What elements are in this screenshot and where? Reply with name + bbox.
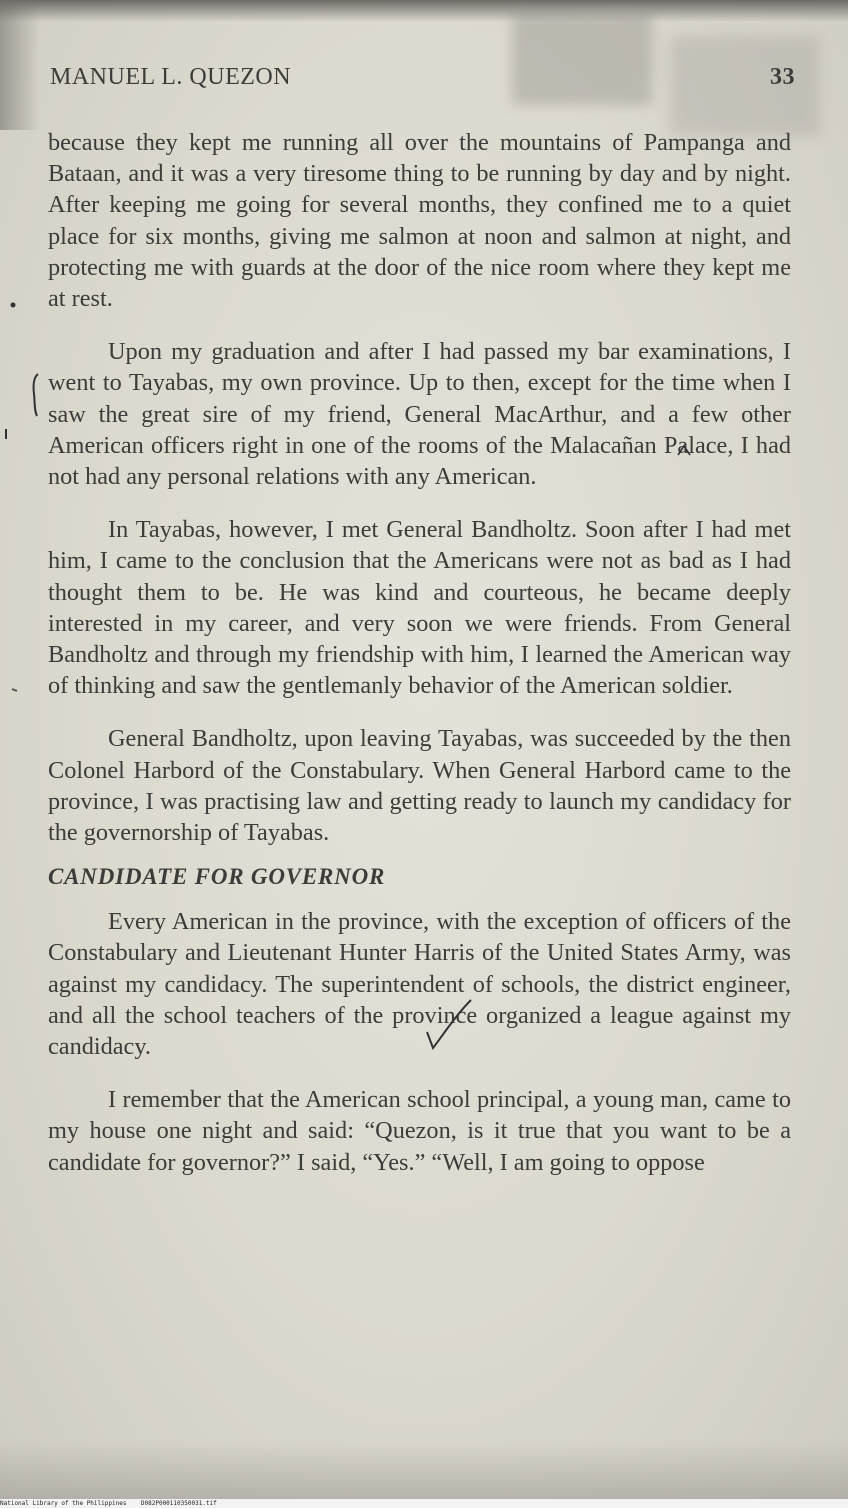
scan-top-shadow xyxy=(0,0,848,22)
scan-smudge xyxy=(512,10,652,105)
section-heading: CANDIDATE FOR GOVERNOR xyxy=(48,864,386,890)
margin-dot-mark xyxy=(8,300,18,310)
scan-left-shadow xyxy=(0,0,40,130)
scan-footer xyxy=(0,1499,848,1508)
paragraph: Every American in the province, with the exception of officers of the Constabulary and Lieutenant Hunter Harris of the United States Army, was against my candidacy. The superintendent of schools, the district engineer, and all the school teachers of the province organized a league against my candidacy. xyxy=(48,908,791,1061)
running-head: MANUEL L. QUEZON xyxy=(50,64,292,90)
body-text xyxy=(48,127,791,1178)
margin-tick-mark xyxy=(2,428,10,440)
footer-source-label: National Library of the Philippines xyxy=(0,1500,127,1507)
scan-smudge xyxy=(670,36,820,136)
paragraph: I remember that the American school principal, a young man, came to my house one night and said: “Quezon, is it true that you want to be a candidate for governor?” I said, “Yes.” “Well, I am going to oppose xyxy=(48,1086,791,1176)
margin-dash-mark xyxy=(10,686,20,694)
handwritten-checkmark xyxy=(425,996,475,1056)
paragraph: In Tayabas, however, I met General Bandholtz. Soon after I had met him, I came to the conclusion that the Americans were not as bad as I had thought them to be. He was kind and courteous, he became deeply interested in my career, and very soon we were friends. From General Bandholtz and through my friendship with him, I learned the American way of thinking and saw the gentlemanly behavior of the American soldier. xyxy=(48,516,791,700)
page-number: 33 xyxy=(770,64,795,90)
paragraph: General Bandholtz, upon leaving Tayabas, was succeeded by the then Colonel Harbord of the Constabulary. When General Harbord came to the province, I was practising law and getting ready to launch my candidacy for the governorship of Tayabas. xyxy=(48,725,791,847)
margin-bracket-mark xyxy=(28,372,42,418)
paragraph: because they kept me running all over the mountains of Pampanga and Bataan, and it was a very tiresome thing to be running by day and by night. After keeping me going for several months, they confined me to a quiet place for six months, giving me salmon at noon and salmon at night, and protecting me with guards at the door of the nice room where they kept me at rest. xyxy=(48,129,791,313)
scan-bottom-shadow xyxy=(0,1440,848,1500)
insertion-caret-mark xyxy=(676,442,692,458)
footer-file-name: D082P000110350031.tif xyxy=(140,1500,217,1507)
paragraph: Upon my graduation and after I had passed my bar examinations, I went to Tayabas, my own province. Up to then, except for the time when I saw the great sire of my friend, General MacArthur, and a few other American officers right in one of the rooms of the Malacañan Palace, I had not had any personal relations with any American. xyxy=(48,338,791,491)
